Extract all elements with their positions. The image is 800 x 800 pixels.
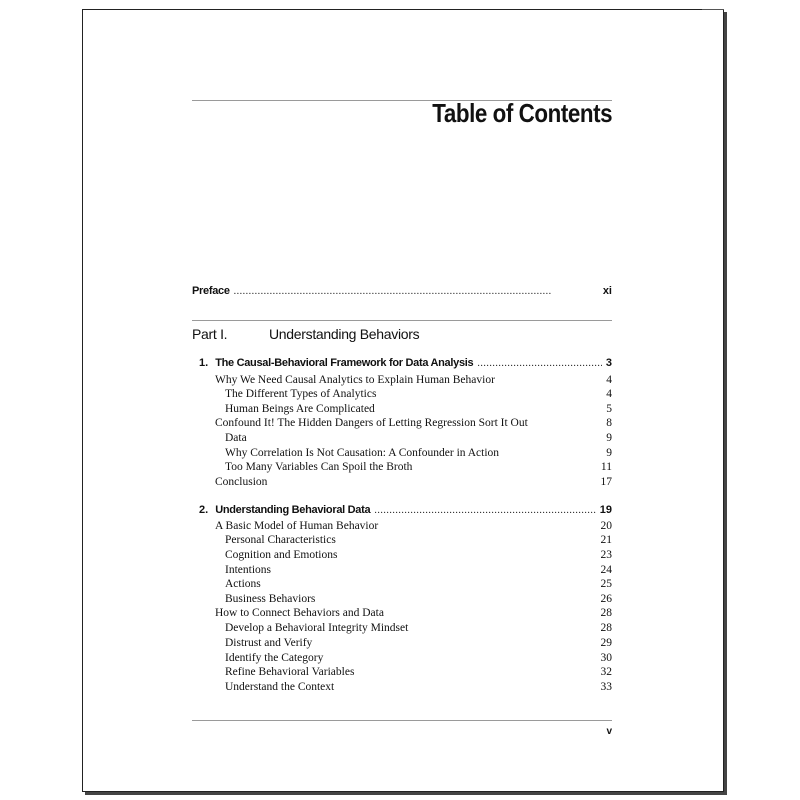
toc-subsection[interactable]: Cognition and Emotions — [225, 549, 338, 561]
page-title: Table of Contents — [432, 98, 612, 128]
toc-section-page: 29 — [600, 637, 612, 649]
toc-section-page: 23 — [600, 549, 612, 561]
toc-section-page: 25 — [600, 578, 612, 590]
toc-section[interactable]: Why We Need Causal Analytics to Explain Human Behavior — [215, 374, 495, 386]
chapter-title: The Causal-Behavioral Framework for Data Analysis — [215, 357, 474, 369]
preface-page: xi — [602, 285, 612, 297]
leader-dots — [234, 286, 599, 297]
toc-section-page: 32 — [600, 666, 612, 678]
chapter-number: 1. — [199, 357, 209, 369]
chapter-title: Understanding Behavioral Data — [215, 504, 371, 516]
toc-section-page: 21 — [600, 534, 612, 546]
toc-section-page: 11 — [600, 461, 612, 473]
toc-subsection[interactable]: Intentions — [225, 564, 271, 576]
toc-subsection[interactable]: The Different Types of Analytics — [225, 388, 377, 400]
part-heading — [192, 326, 419, 342]
page-number: v — [606, 726, 612, 737]
toc-subsection[interactable]: Develop a Behavioral Integrity Mindset — [225, 622, 409, 634]
leader-dots — [374, 505, 595, 516]
toc-section-page: 9 — [606, 432, 612, 444]
toc-subsection[interactable]: Personal Characteristics — [225, 534, 336, 546]
toc-section-page: 4 — [606, 388, 612, 400]
page-corner-decoration — [702, 9, 724, 10]
toc-section[interactable]: Confound It! The Hidden Dangers of Letting Regression Sort It Out — [215, 417, 528, 429]
toc-subsection[interactable]: Identify the Category — [225, 652, 324, 664]
document-page — [82, 9, 724, 792]
toc-section-page: 26 — [600, 593, 612, 605]
toc-section[interactable]: A Basic Model of Human Behavior — [215, 520, 379, 532]
toc-section-page: 24 — [600, 564, 612, 576]
toc-subsection[interactable]: Data — [225, 432, 247, 444]
toc-subsection[interactable]: Refine Behavioral Variables — [225, 666, 355, 678]
part-title: Understanding Behaviors — [269, 326, 420, 342]
part-number: Part I. — [192, 326, 228, 342]
toc-section-page: 28 — [600, 622, 612, 634]
toc-entry-chapter-1[interactable] — [199, 357, 612, 373]
toc-section-page: 4 — [606, 374, 612, 386]
toc-section-page: 30 — [600, 652, 612, 664]
chapter-page: 3 — [605, 357, 612, 369]
toc-subsection[interactable]: Understand the Context — [225, 681, 335, 693]
toc-section-page: 17 — [600, 476, 612, 488]
toc-section-page: 9 — [606, 447, 612, 459]
chapter-number: 2. — [199, 504, 209, 516]
toc-section-page: 5 — [606, 403, 612, 415]
toc-section-page: 33 — [600, 681, 612, 693]
part-rule — [192, 320, 612, 321]
chapter-page: 19 — [599, 504, 612, 516]
toc-subsection[interactable]: Actions — [225, 578, 261, 590]
toc-subsection[interactable]: Distrust and Verify — [225, 637, 313, 649]
toc-section-page: 28 — [600, 607, 612, 619]
toc-section[interactable]: Conclusion — [215, 476, 268, 488]
toc-entry-chapter-2[interactable] — [199, 504, 612, 520]
toc-entry-preface[interactable] — [192, 285, 612, 301]
toc-section-page: 8 — [606, 417, 612, 429]
toc-subsection[interactable]: Business Behaviors — [225, 593, 316, 605]
toc-section-page: 20 — [600, 520, 612, 532]
toc-subsection[interactable]: Too Many Variables Can Spoil the Broth — [225, 461, 413, 473]
footer-rule — [192, 720, 612, 721]
preface-label: Preface — [192, 285, 230, 297]
leader-dots — [477, 358, 602, 369]
toc-subsection[interactable]: Human Beings Are Complicated — [225, 403, 375, 415]
toc-subsection[interactable]: Why Correlation Is Not Causation: A Confounder in Action — [225, 447, 500, 459]
toc-section[interactable]: How to Connect Behaviors and Data — [215, 607, 384, 619]
